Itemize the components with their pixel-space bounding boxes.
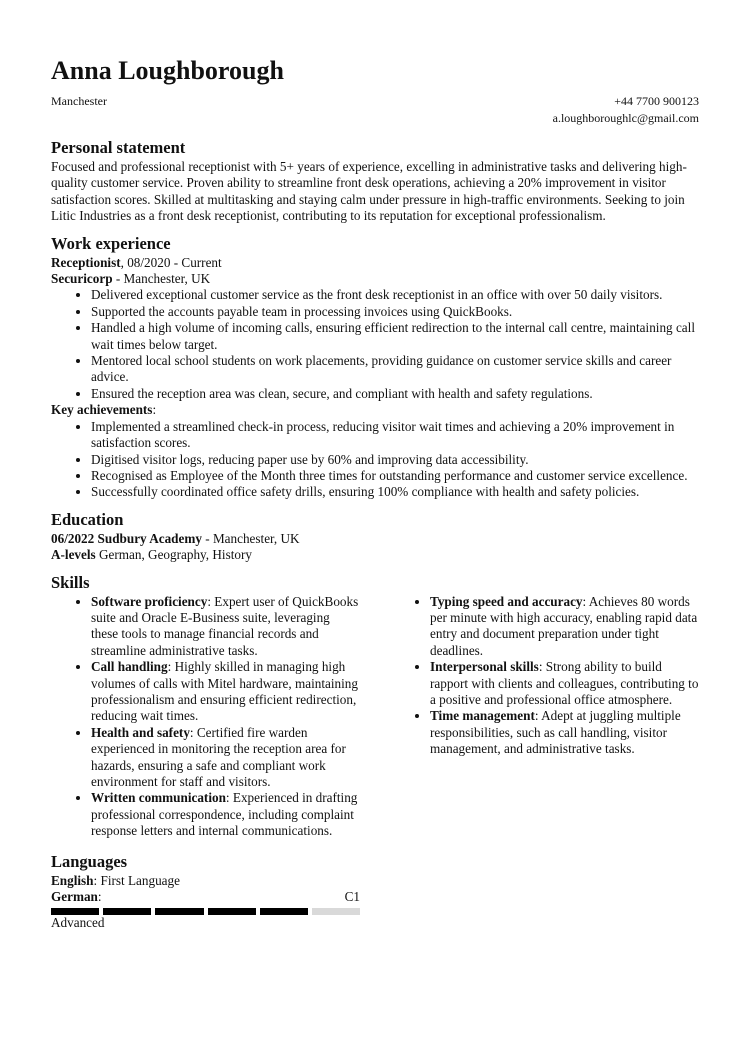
job-title-line bbox=[51, 255, 699, 271]
skill-name: Typing speed and accuracy bbox=[430, 593, 583, 609]
proficiency-segment-empty bbox=[312, 908, 360, 915]
candidate-name: Anna Loughborough bbox=[51, 56, 284, 85]
education-date-school: 06/2022 Sudbury Academy bbox=[51, 530, 202, 546]
duties-list bbox=[51, 287, 699, 402]
list-item: • Digitised visitor logs, reducing paper use by 60% and improving data accessibility. bbox=[91, 452, 699, 468]
education-location: - Manchester, UK bbox=[201, 530, 300, 546]
company-location: - Manchester, UK bbox=[112, 271, 211, 287]
skill-item bbox=[91, 790, 360, 839]
section-heading: Languages bbox=[51, 851, 128, 871]
proficiency-bar bbox=[51, 908, 360, 915]
skill-description: : Adept at juggling multiple responsibilities, such as call handling, visitor management, and administrative tasks. bbox=[430, 708, 681, 757]
skills-section bbox=[51, 573, 699, 840]
job-dates: , 08/2020 - Current bbox=[120, 254, 222, 270]
proficiency-segment-filled bbox=[155, 908, 203, 915]
job-title: Receptionist bbox=[51, 254, 121, 270]
skills-columns bbox=[51, 594, 699, 840]
contact-details bbox=[553, 93, 699, 127]
company-line bbox=[51, 271, 699, 287]
languages-section bbox=[51, 852, 699, 932]
list-item: • Successfully coordinated office safety drills, ensuring 100% compliance with health and safety policies. bbox=[91, 484, 699, 500]
skill-name: Time management bbox=[430, 708, 535, 724]
skill-description: : Achieves 80 words per minute with high accuracy, enabling rapid data entry and document preparation under tight deadlines. bbox=[430, 593, 698, 658]
list-item: • Handled a high volume of incoming calls, ensuring efficient redirection to the internal call centre, maintaining call wait times below target. bbox=[91, 320, 699, 353]
skill-name: Health and safety bbox=[91, 724, 190, 740]
achievements-label: Key achievements bbox=[51, 402, 153, 418]
skills-column-left bbox=[51, 594, 360, 840]
education-level-line bbox=[51, 547, 699, 563]
location: Manchester bbox=[51, 94, 107, 108]
proficiency-segment-filled bbox=[51, 908, 99, 915]
language-name: German bbox=[51, 889, 98, 905]
language-english bbox=[51, 873, 360, 889]
language-name: English bbox=[51, 872, 94, 888]
proficiency-segment-filled bbox=[260, 908, 308, 915]
email[interactable]: a.loughboroughlc@gmail.com bbox=[552, 111, 699, 125]
skill-name: Call handling bbox=[91, 659, 168, 675]
skill-item bbox=[91, 725, 360, 791]
language-level: : First Language bbox=[93, 872, 180, 888]
header bbox=[51, 54, 699, 127]
section-heading: Skills bbox=[51, 572, 90, 592]
skill-description: : Certified fire warden experienced in monitoring the reception area for hazards, ensuring a safe and compliant work environment for staff and visitors. bbox=[91, 724, 346, 789]
section-heading: Personal statement bbox=[51, 138, 186, 157]
education-section bbox=[51, 510, 699, 564]
skill-name: Interpersonal skills bbox=[430, 659, 539, 675]
skill-item bbox=[91, 659, 360, 725]
language-german bbox=[51, 889, 360, 905]
list-item: • Implemented a streamlined check-in process, reducing visitor wait times and achieving a 20% improvement in satisfaction scores. bbox=[91, 419, 699, 452]
skill-name: Written communication bbox=[91, 790, 226, 806]
company-name: Securicorp bbox=[51, 271, 113, 287]
skill-description: : Highly skilled in managing high volumes of calls with Mitel hardware, maintaining professionalism and ensuring efficient redirection, reducing wait times. bbox=[91, 659, 358, 724]
statement-text: Focused and professional receptionist with 5+ years of experience, excelling in administrative tasks and delivering high-quality customer service. Proven ability to streamline front desk operations, achieving a 20% improvement in visitor satisfaction scores. Skilled at multitasking and staying calm under pressure in high-traffic environments. Seeking to join Litic Industries as a front desk receptionist, contributing to its reputation for exceptional professionalism. bbox=[51, 159, 687, 224]
section-heading: Education bbox=[51, 509, 124, 529]
language-colon: : bbox=[97, 889, 102, 905]
list-item: • Supported the accounts payable team in processing invoices using QuickBooks. bbox=[91, 304, 699, 320]
phone: +44 7700 900123 bbox=[614, 94, 699, 108]
section-heading: Work experience bbox=[51, 233, 171, 253]
language-level-text: Advanced bbox=[51, 915, 105, 931]
personal-statement-section bbox=[51, 138, 699, 225]
achievements-label-line bbox=[51, 402, 699, 418]
work-experience-section bbox=[51, 234, 699, 501]
proficiency-segment-filled bbox=[208, 908, 256, 915]
education-subjects: German, Geography, History bbox=[95, 547, 252, 563]
skill-item bbox=[430, 708, 699, 757]
skill-description: : Strong ability to build rapport with clients and colleagues, contributing to a positive and professional office atmosphere. bbox=[430, 659, 699, 707]
list-item: • Mentored local school students on work placements, providing guidance on customer service skills and career advice. bbox=[91, 353, 699, 386]
skill-description: : Expert user of QuickBooks suite and Oracle E-Business suite, leveraging these tools to manage financial records and streamline administrative tasks. bbox=[91, 593, 359, 658]
education-school-line bbox=[51, 531, 699, 547]
list-item: • Delivered exceptional customer service as the front desk receptionist in an office with over 50 daily visitors. bbox=[91, 287, 699, 303]
skill-description: : Experienced in drafting professional correspondence, including complaint response letters and internal communications. bbox=[91, 790, 358, 839]
skill-item bbox=[91, 594, 360, 660]
education-level: A-levels bbox=[51, 547, 96, 563]
language-code: C1 bbox=[344, 889, 360, 905]
list-item: • Ensured the reception area was clean, secure, and compliant with health and safety regulations. bbox=[91, 386, 699, 402]
list-item: • Recognised as Employee of the Month three times for outstanding performance and customer service excellence. bbox=[91, 468, 699, 484]
skills-column-right bbox=[390, 594, 699, 840]
achievements-colon: : bbox=[152, 402, 157, 418]
achievements-list bbox=[51, 419, 699, 501]
proficiency-segment-filled bbox=[103, 908, 151, 915]
skill-name: Software proficiency bbox=[91, 593, 208, 609]
language-list bbox=[51, 873, 360, 932]
contact-row bbox=[51, 93, 699, 127]
skill-item bbox=[430, 659, 699, 708]
skill-item bbox=[430, 594, 699, 660]
